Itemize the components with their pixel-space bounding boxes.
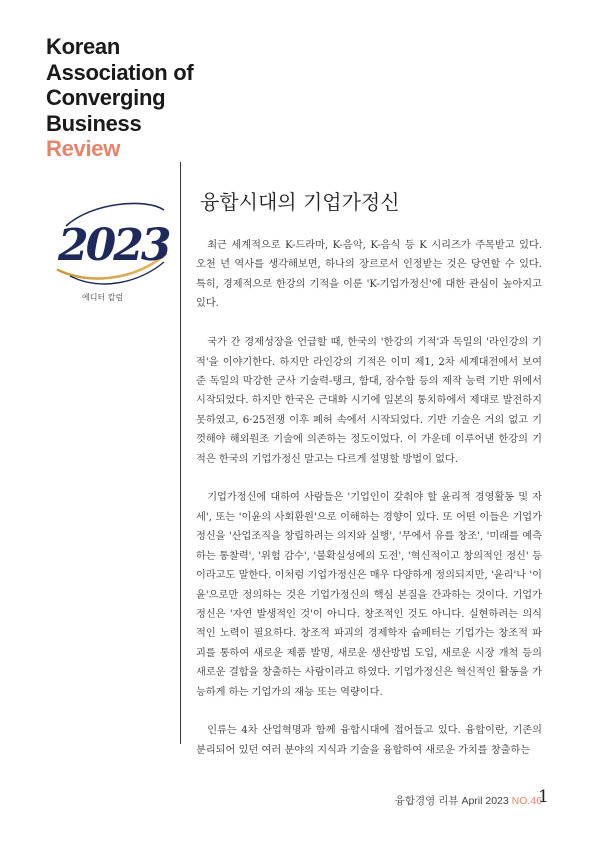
paragraph: 최근 세계적으로 K-드라마, K-음악, K-음식 등 K 시리즈가 주목받고 있다. 오천 년 역사를 생각해보면, 하나의 장르로서 인정받는 것은 당연할 수 있다. 특히, 경제적으로 한강의 기적을 이룬 'K-기업가정신'에 대한 관심이 높아지고 있다. [196, 240, 542, 310]
paragraph: 인류는 4차 산업혁명과 함께 융합시대에 접어들고 있다. 융합이란, 기존의 분리되어 있던 여러 분야의 지식과 기술을 융합하여 새로운 가치를 창출하는 [196, 725, 542, 756]
footer-date: April 2023 [461, 795, 509, 807]
paragraph: 국가 간 경제성장을 언급할 때, 한국의 '한강의 기적'과 독일의 '라인강의 기적'을 이야기한다. 하지만 라인강의 기적은 이미 제1, 2차 세계대전에서 보여준 독일의 막강한 군사 기술력-탱크, 함대, 잠수함 등의 제작 능력 기반 위에서 시작되었다. 하지만 한국은 근대화 시기에 일본의 통치하에서 제대로 발전하지 못하였고, 6·25전쟁 이후 폐허 속에서 시작되었다. 기반 기술은 거의 없고 기껏해야 해외원조 기술에 의존하는 정도이었다. 이 가운데 이루어낸 한강의 기적은 한국의 기업가정신 말고는 다르게 설명할 방법이 없다. [196, 337, 542, 465]
journal-title-review: Review [46, 136, 121, 161]
year-2023-logo [52, 196, 170, 304]
journal-title-line: Business [46, 110, 142, 136]
journal-title-line: Association of [46, 59, 194, 85]
paragraph: 기업가정신에 대하여 사람들은 '기업인이 갖춰야 할 윤리적 경영활동 및 자세', 또는 '이윤의 사회환원'으로 이해하는 경향이 있다. 또 어떤 이들은 기업가정신을 '산업조직을 창립하려는 의지와 실행', '무에서 유를 창조', '미래를 예측하는 통찰력', '위험 감수', '불확실성에의 도전', '혁신적이고 창의적인 정신' 등이라고도 말한다. 이처럼 기업가정신은 매우 다양하게 정의되지만, '윤리'나 '이윤'으로만 정의하는 것은 기업가정신의 핵심 본질을 간과하는 것이다. 기업가정신은 '자연 발생적인 것'이 아니다. 창조적인 것도 아니다. 실현하려는 의식적인 노력이 필요하다. 창조적 파괴의 경제학자 슘페터는 기업가는 창조적 파괴를 통하여 새로운 제품 발명, 새로운 생산방법 도입, 새로운 시장 개척 등의 새로운 결합을 창출하는 사람이라고 하였다. 기업가정신은 혁신적인 활동을 가능하게 하는 기업가의 재능 또는 역량이다. [196, 492, 542, 698]
footer-issue: NO.46 [511, 795, 542, 807]
year-2023-text: 2023 [58, 220, 169, 271]
article-title: 융합시대의 기업가정신 [200, 190, 400, 215]
article-body [196, 236, 542, 780]
editor-column-label: 에디터 칼럼 [82, 293, 124, 302]
footer-journal-name: 융합경영 리뷰 [394, 795, 459, 807]
vertical-divider [180, 162, 181, 744]
journal-title-line: Korean [46, 34, 120, 59]
page-footer [395, 793, 542, 808]
page-number: 1 [538, 787, 549, 807]
journal-title-line: Converging [46, 85, 166, 110]
journal-title [46, 34, 193, 162]
